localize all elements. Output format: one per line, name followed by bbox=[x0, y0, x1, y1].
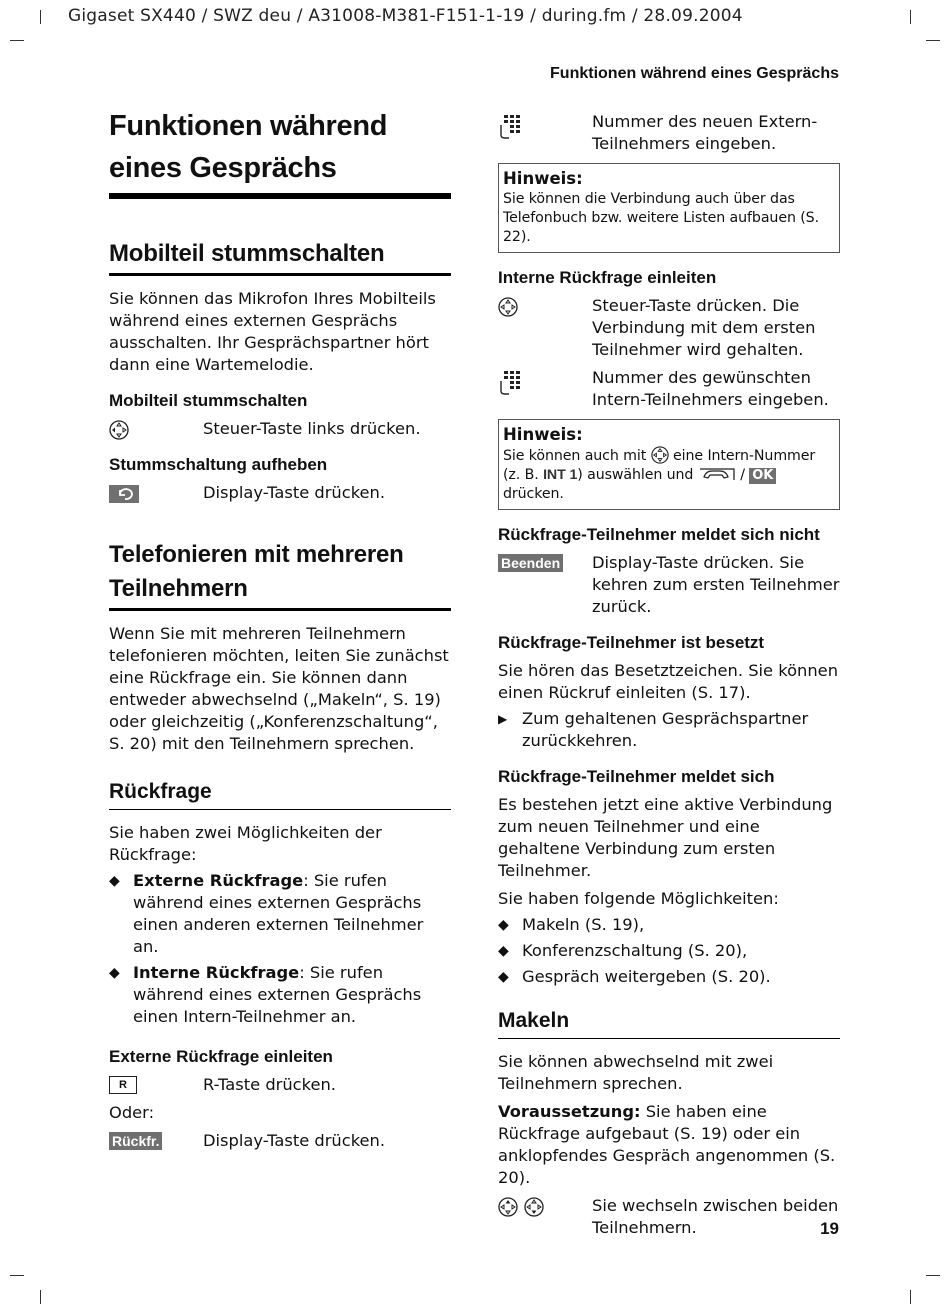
step-row bbox=[498, 111, 840, 155]
term: Externe Rückfrage bbox=[133, 871, 304, 890]
section-heading-mute: Mobilteil stummschalten bbox=[109, 237, 451, 276]
subheading-meldet: Rückfrage-Teilnehmer meldet sich bbox=[498, 767, 775, 786]
section-heading-makeln: Makeln bbox=[498, 1006, 840, 1039]
crop-mark bbox=[926, 1275, 940, 1276]
rueckfr-softkey: Rückfr. bbox=[109, 1132, 162, 1150]
subheading-besetzt: Rückfrage-Teilnehmer ist besetzt bbox=[498, 633, 765, 652]
multi-intro: Wenn Sie mit mehreren Teilnehmern telefonieren möchten, leiten Sie zunächst eine Rückfrage ein. Sie können dann entweder abwechselnd („Makeln“, S. 19) oder gleichzeitig („Konferenzschaltung“, S. 20) mit den Teilnehmern sprechen. bbox=[109, 624, 449, 753]
note-part: eine Intern-Nummer (z. B. bbox=[503, 448, 816, 483]
ok-softkey: OK bbox=[749, 468, 776, 484]
note-text bbox=[503, 446, 835, 504]
subheading-unmute: Stummschaltung aufheben bbox=[109, 455, 328, 474]
note-box bbox=[498, 163, 840, 253]
step-text: R-Taste drücken. bbox=[203, 1075, 336, 1094]
option-text: Makeln (S. 19), bbox=[522, 915, 645, 934]
note-title: Hinweis: bbox=[503, 169, 583, 188]
step-text: Display-Taste drücken. bbox=[203, 1131, 386, 1150]
step-text: Nummer des gewünschten Intern-Teilnehmers eingeben. bbox=[592, 368, 829, 409]
keypad-icon bbox=[498, 369, 524, 395]
step-text: Nummer des neuen Extern-Teilnehmers eingeben. bbox=[592, 112, 818, 153]
term-desc: : Sie rufen während eines externen Gesprächs einen anderen externen Teilnehmer an. bbox=[133, 871, 424, 956]
section-heading-rueckfrage: Rückfrage bbox=[109, 777, 451, 810]
step-row bbox=[498, 552, 840, 618]
diamond-bullet-icon: ◆ bbox=[498, 969, 509, 985]
makeln-prereq bbox=[498, 1101, 840, 1189]
list-item bbox=[498, 940, 840, 962]
crop-mark bbox=[910, 1290, 911, 1304]
step-text: Sie wechseln zwischen beiden Teilnehmern. bbox=[592, 1196, 839, 1237]
step-text: Steuer-Taste drücken. Die Verbindung mit dem ersten Teilnehmer wird gehalten. bbox=[592, 296, 816, 359]
control-key-icon bbox=[498, 297, 518, 317]
term: Interne Rückfrage bbox=[133, 963, 300, 982]
diamond-bullet-icon: ◆ bbox=[498, 917, 509, 933]
diamond-bullet-icon: ◆ bbox=[109, 965, 120, 981]
option-text: Gespräch weitergeben (S. 20). bbox=[522, 967, 771, 986]
subheading-extern: Externe Rückfrage einleiten bbox=[109, 1047, 333, 1066]
term-desc: : Sie rufen während eines externen Gesprächs einen Intern-Teilnehmer an. bbox=[133, 963, 422, 1026]
crop-mark bbox=[910, 10, 911, 24]
prereq-text: Sie haben eine Rückfrage aufgebaut (S. 19) oder ein anklopfendes Gespräch angenommen (S. 20). bbox=[498, 1102, 836, 1187]
oder-text: Oder: bbox=[109, 1103, 155, 1122]
options-intro: Sie haben folgende Möglichkeiten: bbox=[498, 889, 779, 908]
undo-softkey-icon bbox=[109, 484, 139, 504]
crop-mark bbox=[10, 1275, 24, 1276]
left-column bbox=[109, 105, 451, 1152]
crop-mark bbox=[40, 1290, 41, 1304]
note-title: Hinweis: bbox=[503, 425, 583, 444]
step-row bbox=[109, 1130, 451, 1152]
control-key-icon bbox=[651, 446, 669, 464]
action-text: Zum gehaltenen Gesprächspartner zurückkehren. bbox=[522, 709, 809, 750]
list-item bbox=[109, 962, 451, 1028]
meldet-text: Es bestehen jetzt eine aktive Verbindung zum neuen Teilnehmer und eine gehaltene Verbindung zum ersten Teilnehmer. bbox=[498, 795, 833, 880]
crop-mark bbox=[40, 10, 41, 24]
document-meta-line: Gigaset SX440 / SWZ deu / A31008-M381-F151-1-19 / during.fm / 28.09.2004 bbox=[68, 6, 743, 26]
section-heading-multi: Telefonieren mit mehreren Teilnehmern bbox=[109, 538, 451, 611]
rueckfrage-intro: Sie haben zwei Möglichkeiten der Rückfrage: bbox=[109, 823, 382, 864]
keypad-icon bbox=[498, 113, 524, 139]
note-text: Sie können die Verbindung auch über das Telefonbuch bzw. weitere Listen aufbauen (S. 22). bbox=[503, 191, 820, 245]
control-key-down-icon bbox=[524, 1197, 544, 1217]
step-row bbox=[109, 418, 451, 440]
int-label: INT 1 bbox=[543, 467, 578, 483]
list-item bbox=[498, 914, 840, 936]
crop-mark bbox=[10, 40, 24, 41]
besetzt-text: Sie hören das Besetztzeichen. Sie können einen Rückruf einleiten (S. 17). bbox=[498, 661, 839, 702]
arrow-bullet-icon: ▶ bbox=[498, 712, 508, 726]
step-row bbox=[498, 367, 840, 411]
subheading-mute: Mobilteil stummschalten bbox=[109, 391, 308, 410]
list-item bbox=[109, 870, 451, 958]
control-key-left-icon bbox=[109, 420, 129, 440]
step-text: Display-Taste drücken. Sie kehren zum ersten Teilnehmer zurück. bbox=[592, 553, 840, 616]
note-part: / bbox=[740, 467, 745, 483]
page-number: 19 bbox=[820, 1219, 839, 1238]
note-part: drücken. bbox=[503, 486, 564, 502]
step-text: Display-Taste drücken. bbox=[203, 483, 386, 502]
diamond-bullet-icon: ◆ bbox=[109, 873, 120, 889]
makeln-text: Sie können abwechselnd mit zwei Teilnehmern sprechen. bbox=[498, 1052, 774, 1093]
subheading-nicht: Rückfrage-Teilnehmer meldet sich nicht bbox=[498, 525, 820, 544]
running-head: Funktionen während eines Gesprächs bbox=[550, 65, 839, 82]
crop-mark bbox=[926, 40, 940, 41]
step-row bbox=[109, 1074, 451, 1096]
step-row bbox=[498, 1195, 840, 1239]
step-row bbox=[109, 482, 451, 504]
note-box bbox=[498, 419, 840, 510]
beenden-softkey: Beenden bbox=[498, 554, 563, 572]
prereq-label: Voraussetzung: bbox=[498, 1102, 641, 1121]
control-key-up-icon bbox=[498, 1197, 518, 1217]
mute-intro: Sie können das Mikrofon Ihres Mobilteils während eines externen Gesprächs ausschalten. Ihr Gesprächspartner hört dann eine Wartemelodie. bbox=[109, 289, 436, 374]
right-column bbox=[498, 111, 840, 1239]
r-key-icon: R bbox=[109, 1076, 137, 1094]
note-part: Sie können auch mit bbox=[503, 448, 647, 464]
subheading-intern: Interne Rückfrage einleiten bbox=[498, 268, 717, 287]
note-part: ) auswählen und bbox=[577, 467, 694, 483]
step-row bbox=[498, 295, 840, 361]
call-key-icon bbox=[698, 466, 736, 482]
step-text: Steuer-Taste links drücken. bbox=[203, 419, 421, 438]
option-text: Konferenzschaltung (S. 20), bbox=[522, 941, 748, 960]
diamond-bullet-icon: ◆ bbox=[498, 943, 509, 959]
list-item bbox=[498, 966, 840, 988]
page-title: Funktionen während eines Gesprächs bbox=[109, 105, 451, 199]
list-item bbox=[498, 708, 840, 752]
